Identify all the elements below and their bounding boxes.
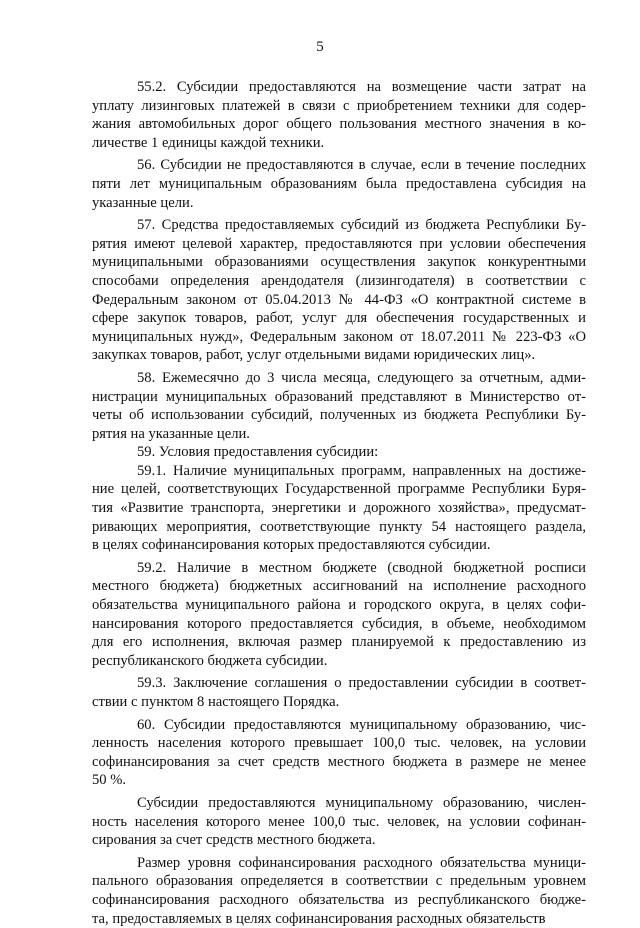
page-number: 5 — [316, 39, 324, 55]
paragraph-p57 — [92, 216, 586, 365]
text-line: четы об использовании субсидий, полученных из бюджета Республики Бу- — [92, 407, 586, 424]
text-line: местного бюджета) бюджетных ассигнований на исполнение расходного — [92, 578, 586, 595]
text-line: уплату лизинговых платежей в связи с приобретением техники для содер- — [92, 97, 586, 114]
paragraph-p60 — [92, 716, 586, 790]
text-line: муниципальных нужд», Федеральным законом от 18.07.2011 № 223-ФЗ «О — [92, 328, 586, 345]
text-line: 59. Условия предоставления субсидии: — [137, 444, 379, 461]
text-line: нансирования которого предоставляется субсидия, в объеме, необходимом — [92, 615, 586, 632]
text-line: рятия имеют целевой характер, предоставляются при условии обеспечения — [92, 235, 586, 252]
text-line: 57. Средства предоставляемых субсидий из бюджета Республики Бу- — [137, 217, 586, 234]
paragraph-p59-1 — [92, 462, 586, 555]
text-line: Федеральным законом от 05.04.2013 № 44-ФЗ «О контрактной системе в — [92, 291, 586, 308]
text-line: та, предоставляемых в целях софинансирования расходных обязательств — [92, 910, 546, 927]
text-line: 58. Ежемесячно до 3 числа месяца, следующего за отчетным, адми- — [137, 369, 586, 386]
text-line: сфере закупок товаров, работ, услуг для обеспечения государственных и — [92, 310, 586, 327]
paragraph-p56 — [92, 156, 586, 212]
text-line: муниципальными образованиями осуществления закупок конкурентными — [92, 254, 586, 271]
paragraph-p59-2 — [92, 559, 586, 671]
text-line: обязательства муниципального района и городского округа, в целях софи- — [92, 597, 586, 614]
text-line: закупках товаров, работ, услуг отдельными видами юридических лиц». — [92, 347, 536, 364]
text-line: 59.2. Наличие в местном бюджете (сводной бюджетной росписи — [137, 559, 586, 576]
paragraph-p55-2 — [92, 78, 586, 152]
text-line: пального образования определяется в соответствии с предельным уровнем — [92, 873, 586, 890]
paragraph-p60-b — [92, 794, 586, 850]
paragraph-p59-3 — [92, 674, 586, 711]
text-line: ние целей, соответствующих Государственной программе Республики Буря- — [92, 481, 586, 498]
text-line: личестве 1 единицы каждой техники. — [92, 134, 325, 151]
text-line: софинансирования за счет средств местного бюджета в размере не менее — [92, 753, 586, 770]
text-line: республиканского бюджета субсидии. — [92, 652, 328, 669]
text-line: способами определения арендодателя (лизингодателя) в соответствии с — [92, 272, 586, 289]
text-line: 60. Субсидии предоставляются муниципальному образованию, чис- — [137, 716, 586, 733]
text-line: ленность населения которого превышает 100,0 тыс. человек, на условии — [92, 735, 586, 752]
text-line: рятия на указанные цели. — [92, 425, 250, 442]
text-line: указанные цели. — [92, 194, 194, 211]
text-line: софинансирования расходного обязательства из республиканского бюдже- — [92, 891, 586, 908]
text-line: 59.3. Заключение соглашения о предоставлении субсидии в соответ- — [137, 675, 586, 692]
text-line: Размер уровня софинансирования расходного обязательства муници- — [137, 854, 586, 871]
text-line: пяти лет муниципальным образованиям была предоставлена субсидия на — [92, 175, 586, 192]
paragraph-p58 — [92, 369, 586, 443]
text-line: сирования за счет средств местного бюджета. — [92, 832, 376, 849]
text-line: 56. Субсидии не предоставляются в случае, если в течение последних — [137, 157, 586, 174]
text-line: ривающих мероприятия, соответствующие пункту 54 настоящего раздела, — [92, 518, 586, 535]
text-line: 50 %. — [92, 772, 127, 789]
text-line: Субсидии предоставляются муниципальному образованию, числен- — [137, 794, 586, 811]
paragraph-p60-c — [92, 854, 586, 928]
text-line: ность населения которого менее 100,0 тыс. человек, на условии софинан- — [92, 813, 586, 830]
document-body — [92, 78, 586, 928]
text-line: 55.2. Субсидии предоставляются на возмещение части затрат на — [137, 79, 586, 95]
text-line: 59.1. Наличие муниципальных программ, направленных на достиже- — [137, 462, 586, 479]
text-line: тия «Развитие транспорта, энергетики и дорожного хозяйства», предусмат- — [92, 500, 586, 517]
text-line: нистрации муниципальных образований представляют в Министерство от- — [92, 388, 586, 405]
text-line: жания автомобильных дорог общего пользования местного значения в ко- — [92, 116, 586, 133]
text-line: в целях софинансирования которых предоставляются субсидии. — [92, 537, 491, 554]
paragraph-p59 — [92, 443, 586, 462]
text-line: для его исполнения, включая размер планируемой к предоставлению из — [92, 634, 586, 651]
text-line: ствии с пунктом 8 настоящего Порядка. — [92, 694, 340, 710]
